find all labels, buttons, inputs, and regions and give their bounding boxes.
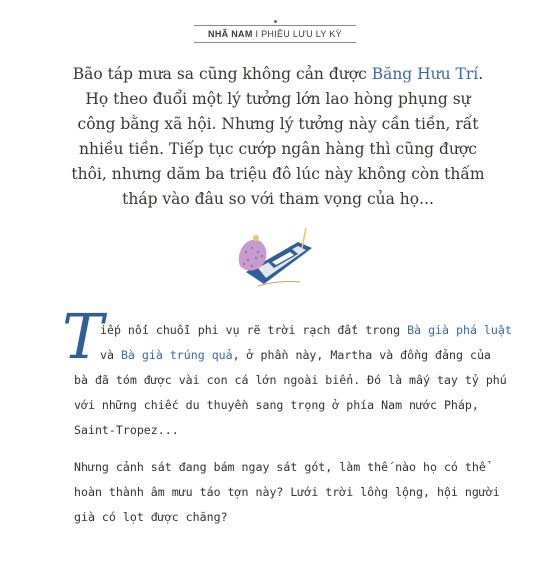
intro-line-1: [68, 62, 488, 87]
series-name: PHIÊU LƯU LY KỲ: [261, 29, 342, 39]
p1-line-3: bà đã tóm được vài con cá lớn ngoài biển. Đó là mấy tay tỷ phú: [74, 373, 507, 387]
intro-line-1-end: .: [478, 65, 484, 83]
intro-line-1-text: Bão táp mưa sa cũng không cản được: [72, 65, 372, 83]
publisher-name: NHÃ NAM: [208, 29, 253, 39]
p1-line-2-end: , ở phần này, Martha và đồng đảng của: [232, 348, 491, 362]
header-text: [194, 26, 356, 42]
intro-line-5: thôi, nhưng dăm ba triệu đô lúc này không còn thấm: [71, 165, 485, 183]
p2-line-2: hoàn thành âm mưu táo tợn này? Lưới trời lồng lộng, hội người: [74, 485, 500, 499]
drop-cap-letter: T: [62, 300, 104, 373]
intro-line-4: nhiều tiền. Tiếp tục cướp ngân hàng thì cũng được: [79, 140, 477, 158]
p2-line-1: Nhưng cảnh sát đang bám ngay sát gót, làm thế nào họ có thể: [74, 460, 486, 474]
p1-line-5: Saint-Tropez...: [74, 423, 179, 437]
figure-head: [253, 235, 259, 241]
book-title-link-ba-gia-trung-qua: Bà già trúng quả: [120, 348, 233, 362]
synopsis-paragraph-2: [74, 455, 500, 530]
intro-line-6: tháp vào đâu so với tham vọng của họ...: [122, 190, 434, 208]
intro-line-2: Họ theo đuổi một lý tưởng lớn lao hòng phụng sự: [85, 90, 471, 108]
boat-illustration-icon: [228, 222, 318, 292]
intro-line-3: công bằng xã hội. Nhưng lý tưởng này cần tiền, rất: [77, 115, 479, 133]
synopsis-paragraph-1: [74, 318, 512, 443]
p1-line-1: [74, 318, 512, 343]
p1-line-4: với những chiếc du thuyền sang trọng ở phía Nam nước Pháp,: [74, 398, 479, 412]
p1-line-2-start: và: [100, 348, 121, 362]
header-dot: [274, 20, 277, 23]
page-header: [194, 20, 356, 43]
header-separator: I: [255, 29, 259, 39]
intro-blurb: [68, 62, 488, 212]
header-rule-bottom: [194, 42, 356, 43]
book-title-link-ba-gia-pha-luat: Bà già phá luật: [407, 323, 512, 337]
p1-line-2: [74, 343, 490, 368]
book-title-link-bang-huu-tri: Băng Hưu Trí: [371, 65, 479, 83]
p2-line-3: già có lọt được chăng?: [74, 510, 228, 524]
p1-line-1-text: iếp nối chuỗi phi vụ rẽ trời rạch đất trong: [100, 323, 408, 337]
